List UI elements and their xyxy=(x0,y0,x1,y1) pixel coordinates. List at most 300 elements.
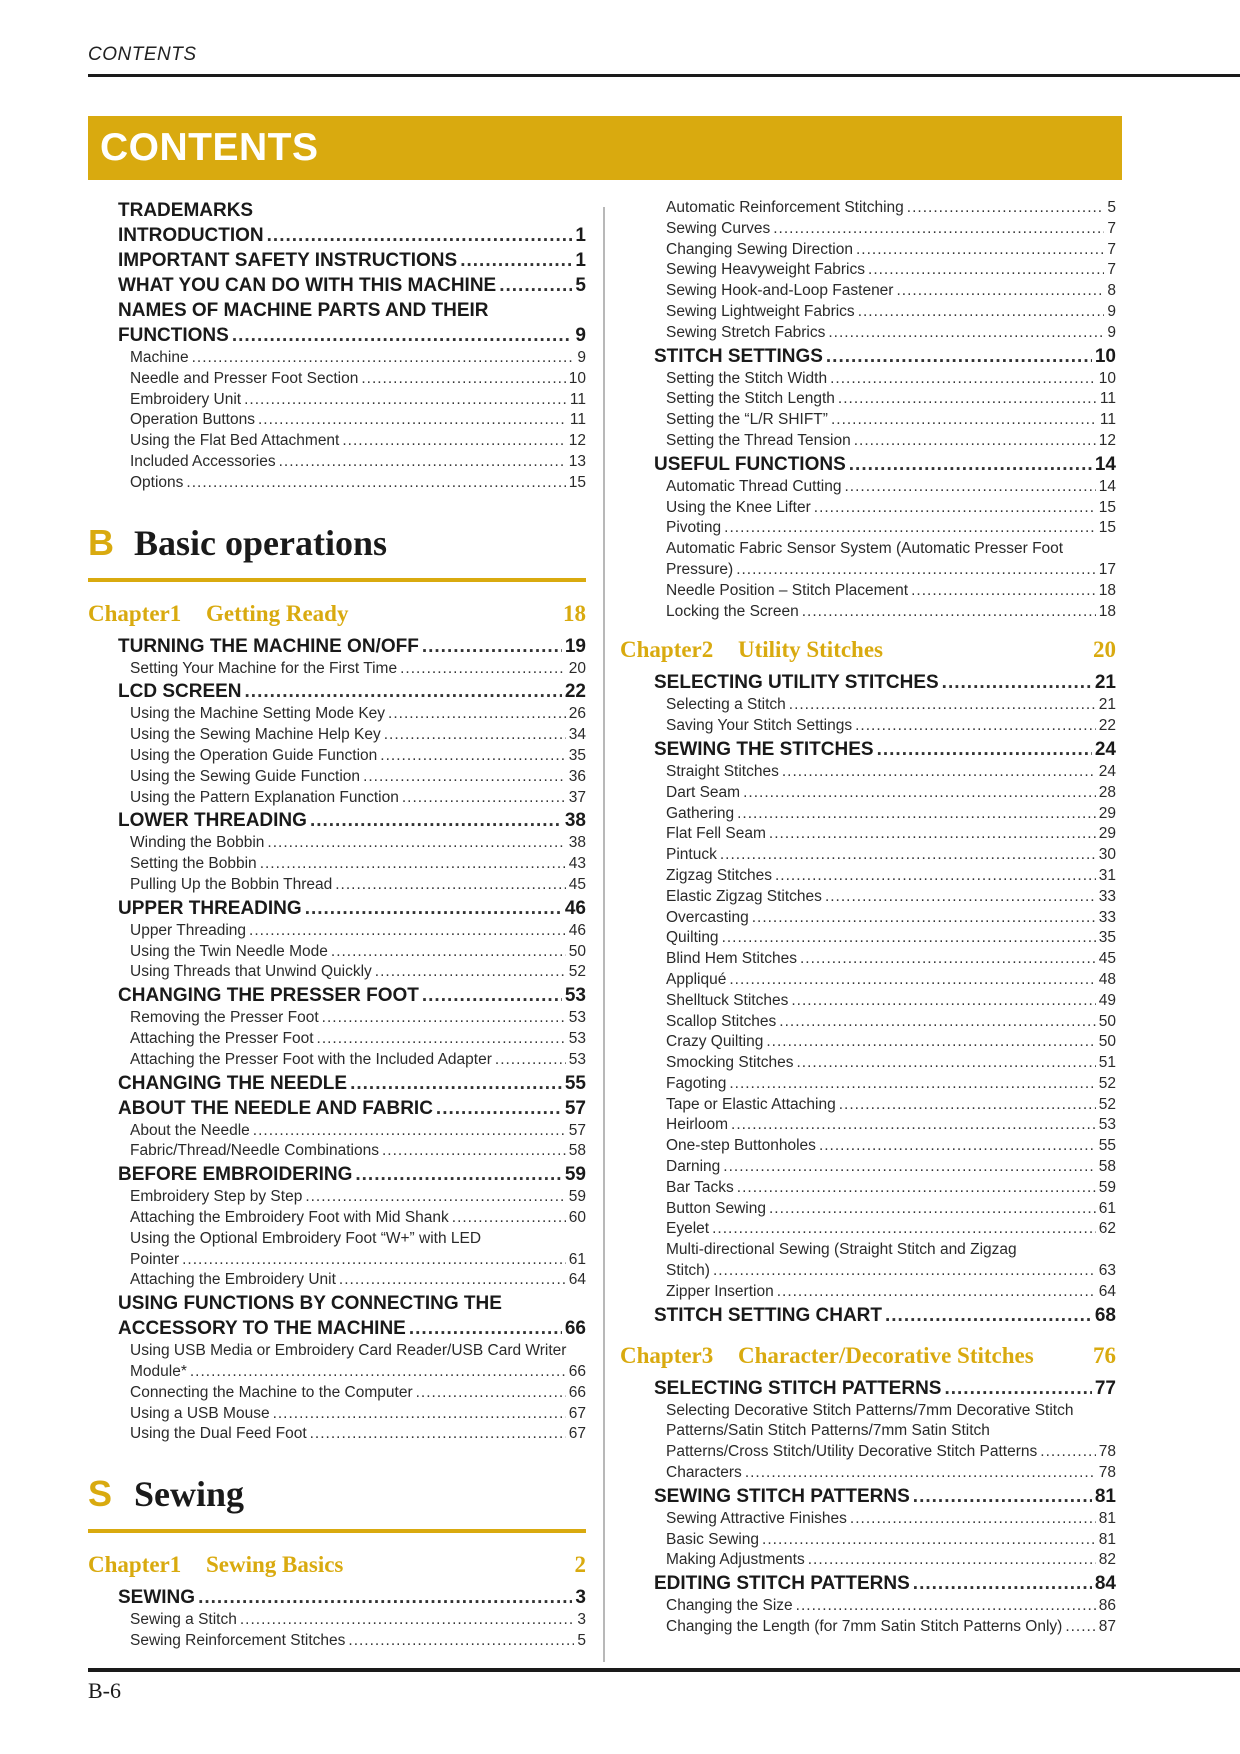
dot-leader xyxy=(422,983,562,1008)
toc-entry-title: SELECTING UTILITY STITCHES xyxy=(654,672,939,694)
toc-entry-title: Overcasting xyxy=(666,908,749,926)
toc-entry-title: SEWING xyxy=(118,1587,196,1609)
toc-entry-page: 11 xyxy=(569,390,586,408)
toc-entry-page: 29 xyxy=(1098,825,1116,843)
toc-subentry[interactable] xyxy=(620,1136,1116,1157)
toc-heading-entry[interactable] xyxy=(88,983,586,1008)
toc-entry-title: Using the Optional Embroidery Foot “W+” with LED xyxy=(130,1229,482,1247)
toc-entry-page: 11 xyxy=(1099,390,1116,408)
toc-entry-page: 8 xyxy=(1107,282,1116,300)
chapter-page: 76 xyxy=(1093,1342,1116,1368)
toc-entry-title: Included Accessories xyxy=(130,452,276,470)
sewing-basics-list xyxy=(88,1585,586,1652)
toc-entry-title: Changing the Size xyxy=(666,1597,793,1615)
dot-leader xyxy=(896,281,1104,302)
toc-subentry[interactable] xyxy=(620,866,1116,887)
toc-subentry[interactable] xyxy=(88,942,586,963)
dot-leader xyxy=(885,1303,1092,1328)
chapter-number: Chapter3 xyxy=(620,1342,714,1368)
toc-heading-entry[interactable] xyxy=(88,323,586,348)
dot-leader xyxy=(814,498,1096,519)
dot-leader xyxy=(850,1509,1096,1530)
dot-leader xyxy=(769,1199,1096,1220)
toc-heading-entry[interactable] xyxy=(88,1096,586,1121)
toc-entry-title: Quilting xyxy=(666,929,719,947)
toc-entry-title: INTRODUCTION xyxy=(118,225,264,246)
toc-subentry[interactable] xyxy=(620,1509,1116,1530)
toc-subentry[interactable] xyxy=(620,431,1116,452)
toc-entry-title: Bar Tacks xyxy=(666,1178,734,1196)
toc-entry-page: 7 xyxy=(1107,261,1116,279)
dot-leader xyxy=(723,1157,1095,1178)
toc-subentry[interactable] xyxy=(88,659,586,680)
toc-subentry[interactable] xyxy=(620,845,1116,866)
chapter-heading-decorative-stitches[interactable] xyxy=(620,1338,1116,1374)
toc-heading-entry[interactable] xyxy=(88,679,586,704)
toc-entry-page: 15 xyxy=(568,473,586,491)
toc-entry-page: 38 xyxy=(564,810,586,832)
toc-heading-entry[interactable] xyxy=(88,1316,586,1341)
toc-entry-title: CHANGING THE PRESSER FOOT xyxy=(118,985,419,1007)
toc-entry-page: 5 xyxy=(577,1631,586,1649)
toc-entry-title: Button Sewing xyxy=(666,1199,766,1217)
toc-subentry[interactable] xyxy=(88,1383,586,1404)
page-number: B-6 xyxy=(88,1678,121,1703)
dot-leader xyxy=(944,1376,1091,1401)
toc-entry-title: Setting the Stitch Length xyxy=(666,390,835,408)
toc-entry-page: 81 xyxy=(1098,1509,1116,1527)
toc-entry-title: Appliqué xyxy=(666,970,727,988)
toc-entry-title: Changing the Length (for 7mm Satin Stitch Patterns Only) xyxy=(666,1618,1063,1636)
toc-entry-page: 67 xyxy=(568,1425,586,1443)
toc-subentry[interactable] xyxy=(88,833,586,854)
dot-leader xyxy=(317,1029,566,1050)
dot-leader xyxy=(436,1096,562,1121)
toc-heading-entry[interactable] xyxy=(88,248,586,273)
toc-subentry[interactable] xyxy=(88,431,586,452)
toc-entry-page: 62 xyxy=(1098,1220,1116,1238)
toc-subentry[interactable] xyxy=(620,695,1116,716)
toc-subentry[interactable] xyxy=(620,518,1116,539)
toc-entry-title: Stitch) xyxy=(666,1262,710,1280)
toc-subentry xyxy=(620,539,1116,560)
dot-leader xyxy=(416,1383,566,1404)
toc-entry-title: EDITING STITCH PATTERNS xyxy=(654,1573,910,1595)
toc-entry-title: Needle and Presser Foot Section xyxy=(130,369,359,387)
dot-leader xyxy=(844,477,1095,498)
toc-entry-page: 36 xyxy=(568,767,586,785)
toc-subentry[interactable] xyxy=(88,1631,586,1652)
toc-subentry[interactable] xyxy=(620,477,1116,498)
toc-subentry[interactable] xyxy=(88,348,586,369)
toc-entry-page: 48 xyxy=(1098,970,1116,988)
toc-subentry[interactable] xyxy=(620,1596,1116,1617)
chapter-heading-utility-stitches[interactable] xyxy=(620,632,1116,668)
toc-heading-entry xyxy=(88,198,586,223)
toc-entry-page: 66 xyxy=(564,1318,586,1340)
toc-entry-page: 10 xyxy=(568,369,586,387)
section-name: Sewing xyxy=(134,1474,245,1515)
dot-leader xyxy=(838,389,1097,410)
toc-entry-title: LCD SCREEN xyxy=(118,681,242,703)
dot-leader xyxy=(342,431,565,452)
toc-subentry[interactable] xyxy=(620,1032,1116,1053)
toc-subentry[interactable] xyxy=(620,887,1116,908)
toc-entry-title: Straight Stitches xyxy=(666,762,779,780)
toc-entry-title: Shelltuck Stitches xyxy=(666,991,789,1009)
toc-subentry[interactable] xyxy=(88,1270,586,1291)
toc-subentry xyxy=(620,1240,1116,1261)
dot-leader xyxy=(722,928,1096,949)
toc-subentry[interactable] xyxy=(88,452,586,473)
dot-leader xyxy=(460,248,572,273)
toc-heading-entry[interactable] xyxy=(88,1162,586,1187)
toc-subentry[interactable] xyxy=(620,1530,1116,1551)
toc-subentry[interactable] xyxy=(620,1074,1116,1095)
toc-subentry[interactable] xyxy=(620,1463,1116,1484)
toc-entry-title: Scallop Stitches xyxy=(666,1012,777,1030)
toc-entry-title: Machine xyxy=(130,349,189,366)
chapter-title: Sewing Basics xyxy=(206,1552,344,1578)
dot-leader xyxy=(769,824,1096,845)
toc-subentry[interactable] xyxy=(88,704,586,725)
toc-heading-entry[interactable] xyxy=(88,223,586,248)
left-column xyxy=(88,198,586,1652)
toc-subentry[interactable] xyxy=(620,369,1116,390)
toc-entry-page: 53 xyxy=(568,1009,586,1027)
toc-entry-title: Making Adjustments xyxy=(666,1551,805,1569)
toc-entry-page: 78 xyxy=(1098,1443,1116,1461)
section-letter: S xyxy=(88,1473,113,1515)
toc-subentry[interactable] xyxy=(88,1424,586,1445)
toc-entry-page: 11 xyxy=(569,411,586,429)
toc-subentry[interactable] xyxy=(88,921,586,942)
dot-leader xyxy=(495,1050,566,1071)
dot-leader xyxy=(267,833,565,854)
toc-subentry[interactable] xyxy=(88,1008,586,1029)
toc-entry-page: 46 xyxy=(564,897,586,919)
toc-entry-title: Flat Fell Seam xyxy=(666,825,766,843)
dot-leader xyxy=(766,1032,1095,1053)
toc-heading-entry[interactable] xyxy=(620,670,1116,695)
toc-subentry[interactable] xyxy=(620,1115,1116,1136)
toc-subentry[interactable] xyxy=(620,1550,1116,1571)
toc-entry-title: Using the Sewing Guide Function xyxy=(130,767,361,785)
toc-heading-entry[interactable] xyxy=(620,1376,1116,1401)
toc-subentry[interactable] xyxy=(620,1282,1116,1303)
toc-subentry[interactable] xyxy=(620,198,1116,219)
toc-entry-page: 5 xyxy=(1107,199,1116,216)
toc-subentry[interactable] xyxy=(88,767,586,788)
toc-subentry[interactable] xyxy=(88,1208,586,1229)
toc-entry-title: NAMES OF MACHINE PARTS AND THEIR xyxy=(118,300,489,321)
toc-subentry[interactable] xyxy=(620,560,1116,581)
dot-leader xyxy=(400,659,566,680)
toc-entry-title: Using the Machine Setting Mode Key xyxy=(130,705,386,723)
dot-leader xyxy=(731,1115,1096,1136)
toc-subentry[interactable] xyxy=(88,1610,586,1631)
toc-heading-entry[interactable] xyxy=(620,344,1116,369)
toc-heading-entry[interactable] xyxy=(88,896,586,921)
dot-leader xyxy=(831,410,1097,431)
toc-entry-page: 7 xyxy=(1107,240,1116,258)
decorative-stitches-list xyxy=(620,1376,1116,1638)
dot-leader xyxy=(737,804,1096,825)
dot-leader xyxy=(198,1585,572,1610)
dot-leader xyxy=(355,1162,562,1187)
toc-heading-entry[interactable] xyxy=(88,1585,586,1610)
toc-entry-title: Winding the Bobbin xyxy=(130,834,265,852)
toc-entry-title: Sewing Curves xyxy=(666,219,771,237)
toc-entry-page: 31 xyxy=(1098,866,1116,884)
dot-leader xyxy=(310,1424,566,1445)
toc-subentry[interactable] xyxy=(620,498,1116,519)
toc-subentry[interactable] xyxy=(620,991,1116,1012)
toc-entry-page: 15 xyxy=(1098,519,1116,537)
dot-leader xyxy=(310,808,562,833)
toc-subentry[interactable] xyxy=(620,323,1116,344)
toc-entry-page: 59 xyxy=(564,1164,586,1186)
toc-subentry[interactable] xyxy=(620,1053,1116,1074)
dot-leader xyxy=(348,1631,574,1652)
toc-subentry[interactable] xyxy=(620,1095,1116,1116)
toc-subentry[interactable] xyxy=(88,1404,586,1425)
dot-leader xyxy=(942,670,1092,695)
toc-subentry[interactable] xyxy=(88,1362,586,1383)
toc-heading-entry[interactable] xyxy=(620,1484,1116,1509)
dot-leader xyxy=(322,1008,566,1029)
toc-entry-page: 15 xyxy=(1098,498,1116,516)
toc-heading-entry[interactable] xyxy=(88,1071,586,1096)
toc-subentry[interactable] xyxy=(88,854,586,875)
dot-leader xyxy=(402,788,566,809)
toc-entry-page: 12 xyxy=(568,432,586,450)
toc-subentry[interactable] xyxy=(88,1050,586,1071)
toc-entry-title: Sewing Heavyweight Fabrics xyxy=(666,261,866,279)
toc-entry-page: 28 xyxy=(1098,783,1116,801)
toc-subentry[interactable] xyxy=(88,1250,586,1271)
toc-subentry[interactable] xyxy=(88,1121,586,1142)
toc-subentry[interactable] xyxy=(88,1187,586,1208)
toc-entry-title: Embroidery Step by Step xyxy=(130,1188,303,1206)
toc-subentry[interactable] xyxy=(620,240,1116,261)
dot-leader xyxy=(232,323,573,348)
toc-heading-entry[interactable] xyxy=(88,273,586,298)
dot-leader xyxy=(388,704,566,725)
toc-subentry[interactable] xyxy=(88,390,586,411)
toc-subentry[interactable] xyxy=(620,970,1116,991)
toc-entry-page: 33 xyxy=(1098,908,1116,926)
toc-subentry[interactable] xyxy=(88,962,586,983)
chapter-number: Chapter1 xyxy=(88,1552,182,1578)
toc-entry-title: ABOUT THE NEEDLE AND FABRIC xyxy=(118,1097,433,1119)
toc-entry-title: Pivoting xyxy=(666,519,722,537)
toc-entry-title: BEFORE EMBROIDERING xyxy=(118,1164,353,1186)
dot-leader xyxy=(779,1012,1095,1033)
dot-leader xyxy=(182,1250,566,1271)
toc-entry-title: Eyelet xyxy=(666,1220,710,1238)
toc-entry-page: 37 xyxy=(568,788,586,806)
toc-subentry[interactable] xyxy=(620,1617,1116,1638)
chapter-heading-getting-ready[interactable] xyxy=(88,596,586,632)
toc-entry-title: Blind Hem Stitches xyxy=(666,950,797,968)
toc-heading-entry[interactable] xyxy=(620,1571,1116,1596)
dot-leader xyxy=(819,1136,1096,1157)
toc-entry-page: 81 xyxy=(1094,1485,1116,1507)
toc-entry-page: 61 xyxy=(1098,1199,1116,1217)
toc-entry-page: 77 xyxy=(1094,1377,1116,1399)
toc-subentry[interactable] xyxy=(620,908,1116,929)
toc-subentry[interactable] xyxy=(620,762,1116,783)
dot-leader xyxy=(826,344,1092,369)
toc-entry-title: Darning xyxy=(666,1158,721,1176)
toc-entry-page: 58 xyxy=(568,1142,586,1160)
toc-entry-title: Changing Sewing Direction xyxy=(666,240,853,258)
section-heading-sewing xyxy=(88,1459,586,1533)
toc-entry-page: 3 xyxy=(577,1611,586,1629)
running-header: CONTENTS xyxy=(88,44,197,65)
toc-subentry[interactable] xyxy=(620,581,1116,602)
toc-entry-title: IMPORTANT SAFETY INSTRUCTIONS xyxy=(118,250,458,271)
toc-subentry[interactable] xyxy=(88,746,586,767)
toc-entry-title: Sewing Attractive Finishes xyxy=(666,1509,847,1527)
toc-entry-page: 21 xyxy=(1094,672,1116,694)
toc-subentry[interactable] xyxy=(620,1442,1116,1463)
toc-entry-title: Upper Threading xyxy=(130,921,247,939)
toc-subentry[interactable] xyxy=(88,725,586,746)
dot-leader xyxy=(796,1596,1096,1617)
toc-entry-page: 53 xyxy=(564,985,586,1007)
chapter-page: 20 xyxy=(1093,637,1116,663)
chapter-page: 18 xyxy=(563,600,586,626)
toc-subentry[interactable] xyxy=(620,260,1116,281)
dot-leader xyxy=(499,273,572,298)
toc-entry-page: 78 xyxy=(1098,1464,1116,1482)
toc-subentry[interactable] xyxy=(620,602,1116,623)
toc-subentry[interactable] xyxy=(620,302,1116,323)
toc-subentry[interactable] xyxy=(620,1199,1116,1220)
toc-entry-page: 55 xyxy=(564,1072,586,1094)
dot-leader xyxy=(773,219,1104,240)
dot-leader xyxy=(361,369,565,390)
dot-leader xyxy=(350,1071,562,1096)
toc-entry-title: Pulling Up the Bobbin Thread xyxy=(130,875,333,893)
toc-entry-page: 52 xyxy=(1098,1074,1116,1092)
dot-leader xyxy=(745,1463,1096,1484)
toc-subentry[interactable] xyxy=(620,1157,1116,1178)
dot-leader xyxy=(800,949,1096,970)
toc-entry-title: UPPER THREADING xyxy=(118,897,302,919)
toc-entry-title: Attaching the Presser Foot with the Included Adapter xyxy=(130,1050,492,1068)
toc-subentry[interactable] xyxy=(620,1012,1116,1033)
toc-subentry[interactable] xyxy=(620,804,1116,825)
toc-subentry[interactable] xyxy=(620,1178,1116,1199)
toc-subentry[interactable] xyxy=(88,369,586,390)
toc-entry-title: Elastic Zigzag Stitches xyxy=(666,887,822,905)
toc-entry-page: 3 xyxy=(575,1587,586,1609)
dot-leader xyxy=(808,1550,1096,1571)
toc-subentry[interactable] xyxy=(88,875,586,896)
dot-leader xyxy=(258,410,567,431)
toc-entry-page: 14 xyxy=(1094,453,1116,475)
dot-leader xyxy=(363,767,566,788)
right-column xyxy=(620,198,1116,1638)
toc-entry-title: Attaching the Embroidery Unit xyxy=(130,1271,336,1289)
toc-subentry[interactable] xyxy=(620,389,1116,410)
toc-entry-title: CHANGING THE NEEDLE xyxy=(118,1072,348,1094)
toc-entry-page: 66 xyxy=(568,1383,586,1401)
toc-subentry[interactable] xyxy=(620,281,1116,302)
dot-leader xyxy=(828,323,1104,344)
toc-subentry[interactable] xyxy=(620,716,1116,737)
toc-subentry[interactable] xyxy=(88,473,586,494)
toc-entry-title: Patterns/Cross Stitch/Utility Decorative Stitch Patterns xyxy=(666,1443,1038,1461)
toc-subentry[interactable] xyxy=(88,1029,586,1050)
dot-leader xyxy=(339,1270,566,1291)
toc-entry-title: Locking the Screen xyxy=(666,602,799,620)
dot-leader xyxy=(384,725,566,746)
toc-entry-title: Removing the Presser Foot xyxy=(130,1009,319,1027)
toc-entry-title: STITCH SETTINGS xyxy=(654,345,823,367)
chapter-heading-sewing-basics[interactable] xyxy=(88,1547,586,1583)
toc-subentry[interactable] xyxy=(88,410,586,431)
dot-leader xyxy=(877,737,1092,762)
toc-entry-title: Heirloom xyxy=(666,1116,729,1134)
toc-entry-page: 30 xyxy=(1098,846,1116,864)
header-rule xyxy=(88,74,1240,77)
toc-entry-page: 22 xyxy=(1098,717,1116,735)
toc-subentry[interactable] xyxy=(620,949,1116,970)
toc-subentry[interactable] xyxy=(620,824,1116,845)
dot-leader xyxy=(1065,1617,1095,1638)
toc-subentry[interactable] xyxy=(620,410,1116,431)
toc-entry-title: SELECTING STITCH PATTERNS xyxy=(654,1377,942,1399)
toc-heading-entry[interactable] xyxy=(88,808,586,833)
toc-entry-page: 1 xyxy=(575,250,586,271)
toc-heading-entry[interactable] xyxy=(88,634,586,659)
chapter-number: Chapter2 xyxy=(620,637,714,663)
dot-leader xyxy=(712,1219,1096,1240)
toc-entry-page: 57 xyxy=(564,1097,586,1119)
dot-leader xyxy=(422,634,562,659)
toc-heading-entry[interactable] xyxy=(620,452,1116,477)
getting-ready-list xyxy=(88,634,586,1446)
toc-entry-title: Operation Buttons xyxy=(130,411,255,429)
dot-leader xyxy=(789,695,1096,716)
toc-entry-title: USEFUL FUNCTIONS xyxy=(654,453,846,475)
toc-entry-title: Setting Your Machine for the First Time xyxy=(130,659,398,677)
toc-subentry[interactable] xyxy=(620,928,1116,949)
toc-entry-title: Setting the Thread Tension xyxy=(666,431,851,449)
chapter-title: Character/Decorative Stitches xyxy=(738,1342,1034,1368)
toc-entry-page: 24 xyxy=(1094,738,1116,760)
dot-leader xyxy=(907,198,1105,219)
toc-entry-title: Multi-directional Sewing (Straight Stitch and Zigzag xyxy=(666,1241,1017,1259)
dot-leader xyxy=(240,1610,575,1631)
toc-heading-entry[interactable] xyxy=(620,737,1116,762)
toc-subentry[interactable] xyxy=(88,1141,586,1162)
toc-subentry[interactable] xyxy=(620,1219,1116,1240)
toc-heading-entry[interactable] xyxy=(620,1303,1116,1328)
toc-entry-title: Selecting a Stitch xyxy=(666,696,786,714)
toc-entry-page: 29 xyxy=(1098,804,1116,822)
toc-subentry[interactable] xyxy=(620,783,1116,804)
toc-subentry[interactable] xyxy=(620,1261,1116,1282)
toc-entry-title: USING FUNCTIONS BY CONNECTING THE xyxy=(118,1293,502,1315)
toc-subentry[interactable] xyxy=(88,788,586,809)
toc-subentry[interactable] xyxy=(620,219,1116,240)
toc-entry-page: 33 xyxy=(1098,887,1116,905)
